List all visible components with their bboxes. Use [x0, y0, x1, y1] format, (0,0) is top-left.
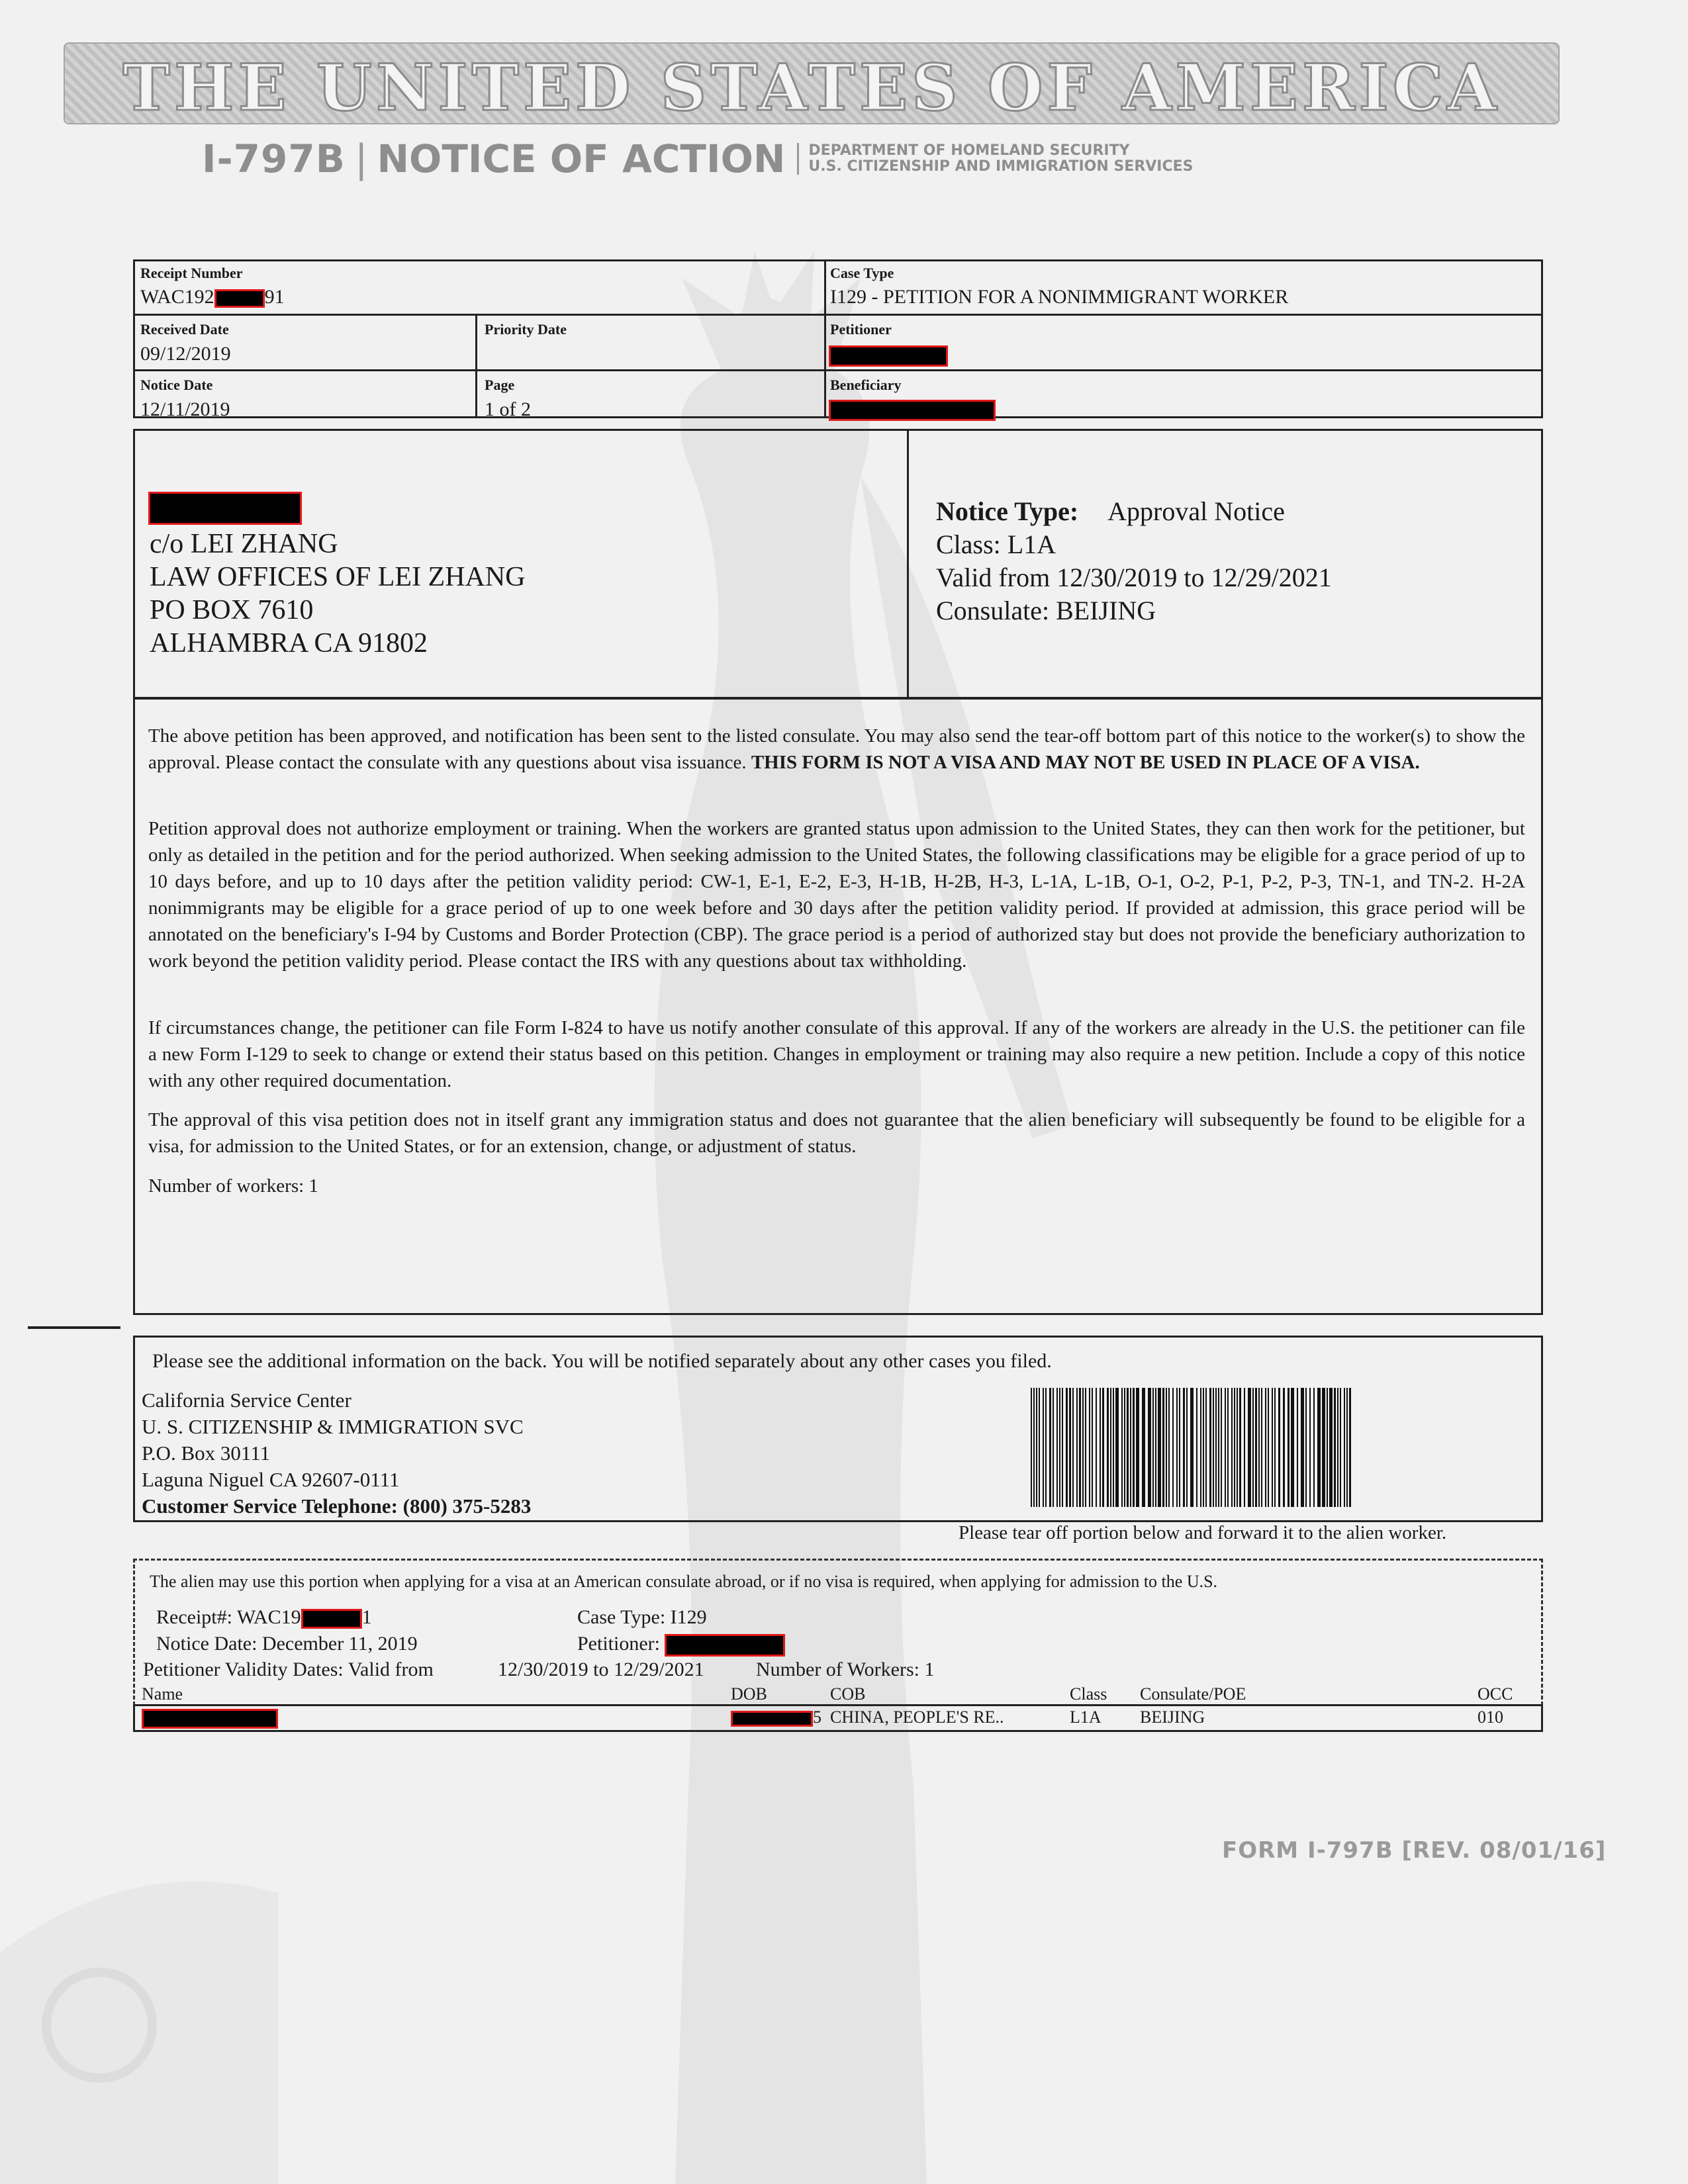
barcode-bar [1261, 1388, 1262, 1507]
barcode-bar [1255, 1388, 1257, 1507]
barcode-bar [1082, 1388, 1084, 1507]
form-code: I-797B [202, 136, 346, 181]
barcode-bar [1168, 1388, 1170, 1507]
col-name: Name [142, 1684, 183, 1704]
address-firm: LAW OFFICES OF LEI ZHANG [150, 562, 526, 592]
col-dob: DOB [731, 1684, 767, 1704]
body-paragraph-4: The approval of this visa petition does not in itself grant any immigration status and does not guarantee that the alien beneficiary will subsequently be found to be eligible for a visa, for admission to the United States, or for an extension, change, or adjustment of status. [148, 1109, 1525, 1157]
barcode-bar [1076, 1388, 1078, 1507]
case-type-label: Case Type [830, 265, 894, 281]
barcode-bar [1190, 1388, 1194, 1507]
body-paragraph-2: Petition approval does not authorize employment or training. When the workers are granted status upon admission to the United States, they can then work for the petitioner, but only as detailed in the petition and for the period authorized. When seeking admission to the United States, the following classifications may be eligible for a grace period of up to 10 days before, and up to 10 days after the petition validity period: CW-1, E-1, E-2, E-3, H-1B, H-2B, H-3, L-1A, L-1B, O-1, O-2, P-1, P-2, P-3, TN-1, and TN-2. H-2A nonimmigrants may be eligible for a grace period of up to one week before and 30 days after the petition validity period. If provided at admission, this grace period will be annotated on the beneficiary's I-94 by Customs and Border Protection (CBP). The grace period is a period of authorized stay but does not provide the beneficiary authorization to work beyond the petition validity period. Please contact the IRS with any questions about tax withholding. [148, 818, 1525, 972]
received-date: 09/12/2019 [140, 343, 231, 365]
barcode-bar [1133, 1388, 1135, 1507]
barcode-bar [1327, 1388, 1328, 1507]
barcode-bar [1231, 1388, 1233, 1507]
barcode-bar [1045, 1388, 1047, 1507]
redaction-bar [665, 1634, 785, 1657]
barcode-bar [1053, 1388, 1054, 1507]
page-label: Page [485, 377, 515, 393]
barcode-bar [1234, 1388, 1235, 1507]
barcode-bar [1113, 1388, 1114, 1507]
barcode-bar [1049, 1388, 1051, 1507]
barcode-bar [1059, 1388, 1060, 1507]
tearoff-petitioner-label: Petitioner: [577, 1633, 660, 1655]
tearoff-workers: Number of Workers: 1 [756, 1659, 935, 1680]
service-agency: U. S. CITIZENSHIP & IMMIGRATION SVC [142, 1415, 524, 1438]
barcode-bar [1089, 1388, 1090, 1507]
barcode-bar [1102, 1388, 1104, 1507]
tearoff-validity-dates: 12/30/2019 to 12/29/2021 [498, 1659, 704, 1680]
workers-count: Number of workers: 1 [148, 1175, 318, 1197]
barcode-bar [1237, 1388, 1238, 1507]
service-center: California Service Center [142, 1388, 352, 1412]
barcode-bar [1340, 1388, 1341, 1507]
barcode-bar [1183, 1388, 1185, 1507]
barcode-bar [1162, 1388, 1164, 1507]
barcode-bar [1036, 1388, 1037, 1507]
barcode-bar [1278, 1388, 1280, 1507]
barcode-bar [1152, 1388, 1154, 1507]
barcode-bar [1166, 1388, 1167, 1507]
barcode-bar [1225, 1388, 1226, 1507]
beneficiary-redaction [829, 400, 996, 421]
barcode-bar [1213, 1388, 1214, 1507]
class-value: L1A [1070, 1707, 1102, 1727]
barcode-bar [1148, 1388, 1151, 1507]
col-occ: OCC [1477, 1684, 1513, 1704]
received-date-label: Received Date [140, 321, 229, 338]
fields-table [133, 259, 1543, 418]
barcode-bar [1155, 1388, 1156, 1507]
barcode-bar [1313, 1388, 1315, 1507]
table-divider [824, 259, 826, 418]
dept-block [797, 143, 1193, 175]
notice-date-label: Notice Date [140, 377, 213, 393]
notice-date: 12/11/2019 [140, 398, 230, 420]
redaction-bar [731, 1711, 813, 1727]
dept-line-1: DEPARTMENT OF HOMELAND SECURITY [808, 142, 1130, 159]
barcode-bar [1258, 1388, 1260, 1507]
dob-value [731, 1707, 821, 1727]
service-phone: Customer Service Telephone: (800) 375-5283 [142, 1494, 532, 1518]
barcode-bar [1272, 1388, 1273, 1507]
barcode-bar [1085, 1388, 1086, 1507]
dob-suffix: 5 [813, 1707, 821, 1727]
barcode-bar [1062, 1388, 1063, 1507]
petitioner-label: Petitioner [830, 321, 892, 338]
barcode-bar [1043, 1388, 1044, 1507]
barcode-bar [1203, 1388, 1204, 1507]
barcode-bar [1349, 1388, 1351, 1507]
name-redaction [142, 1709, 278, 1729]
service-po: P.O. Box 30111 [142, 1441, 271, 1465]
barcode-bar [1176, 1388, 1178, 1507]
barcode-bar [1344, 1388, 1345, 1507]
tearoff-receipt-suffix: 1 [361, 1606, 372, 1628]
barcode-bar [1107, 1388, 1109, 1507]
receipt-label: Receipt Number [140, 265, 243, 281]
notice-class: Class: L1A [936, 529, 1056, 559]
receipt-number [140, 286, 285, 308]
fold-marker [28, 1326, 120, 1329]
barcode-bar [1172, 1388, 1174, 1507]
banner-text: THE UNITED STATES OF AMERICA [122, 50, 1501, 125]
barcode-bar [1033, 1388, 1035, 1507]
barcode-bar [1252, 1388, 1254, 1507]
notice-title: NOTICE OF ACTION [377, 136, 786, 181]
barcode-bar [1056, 1388, 1058, 1507]
case-type: I129 - PETITION FOR A NONIMMIGRANT WORKER [830, 286, 1289, 308]
barcode-bar [1218, 1388, 1219, 1507]
redaction-bar [214, 289, 265, 308]
barcode-bar [1297, 1388, 1298, 1507]
barcode-bar [1142, 1388, 1145, 1507]
consulate-value: BEIJING [1140, 1707, 1205, 1727]
barcode-bar [1158, 1388, 1161, 1507]
body-paragraph-1 [148, 723, 1525, 776]
barcode-bar [1215, 1388, 1217, 1507]
barcode-bar [1096, 1388, 1097, 1507]
body-paragraph-3: If circumstances change, the petitioner can file Form I-824 to have us notify another consulate of this approval. If any of the workers are already in the U.S. the petitioner can file a new Form I-129 to seek to change or extend their status based on this petition. Changes in employment or training may also require a new petition. Include a copy of this notice with any other required documentation. [148, 1017, 1525, 1091]
barcode-bar [1124, 1388, 1125, 1507]
tearoff-notice-date: Notice Date: December 11, 2019 [156, 1633, 418, 1655]
address-divider [907, 429, 909, 699]
tear-line [133, 1559, 1543, 1563]
barcode-bar [1196, 1388, 1197, 1507]
tearoff-receipt-prefix: Receipt#: WAC19 [156, 1606, 301, 1628]
body-box [133, 698, 1543, 1315]
barcode-bar [1309, 1388, 1311, 1507]
barcode-bar [1334, 1388, 1336, 1507]
body-p1-warning: THIS FORM IS NOT A VISA AND MAY NOT BE USED IN PLACE OF A VISA. [751, 752, 1420, 773]
tearoff-validity-label: Petitioner Validity Dates: Valid from [143, 1659, 434, 1680]
notice-valid: Valid from 12/30/2019 to 12/29/2021 [936, 563, 1332, 592]
cob-value: CHINA, PEOPLE'S RE.. [830, 1707, 1004, 1727]
beneficiary-label: Beneficiary [830, 377, 902, 393]
notice-type: Approval Notice [1107, 496, 1285, 526]
barcode-bar [1110, 1388, 1111, 1507]
barcode-bar [1092, 1388, 1093, 1507]
tearoff-case-type: Case Type: I129 [577, 1606, 707, 1628]
table-divider [475, 314, 477, 418]
notice-type-label: Notice Type: [936, 496, 1079, 526]
dept-line-2: U.S. CITIZENSHIP AND IMMIGRATION SERVICES [808, 158, 1194, 175]
barcode-bar [1346, 1388, 1348, 1507]
barcode-bar [1127, 1388, 1129, 1507]
barcode-bar [1329, 1388, 1333, 1507]
notice-type-line [936, 495, 1285, 528]
table-rule [133, 314, 1543, 316]
barcode-bar [1079, 1388, 1081, 1507]
barcode-bar [1283, 1388, 1285, 1507]
barcode-bar [1136, 1388, 1139, 1507]
barcode-bar [1239, 1388, 1241, 1507]
barcode-bar [1337, 1388, 1338, 1507]
barcode-bar [1200, 1388, 1201, 1507]
service-city: Laguna Niguel CA 92607-0111 [142, 1468, 400, 1491]
barcode-bar [1121, 1388, 1123, 1507]
tear-off-note: Please tear off portion below and forward it to the alien worker. [959, 1522, 1447, 1543]
priority-date-label: Priority Date [485, 321, 567, 338]
receipt-prefix: WAC192 [140, 286, 214, 308]
recipient-redaction [148, 492, 302, 525]
barcode-bar [1100, 1388, 1101, 1507]
barcode-bar [1317, 1388, 1321, 1507]
barcode-bar [1039, 1388, 1040, 1507]
header-banner [64, 42, 1560, 124]
barcode-bar [1221, 1388, 1222, 1507]
col-class: Class [1070, 1684, 1107, 1704]
barcode-bar [1209, 1388, 1211, 1507]
redaction-bar [301, 1609, 362, 1629]
body-p1-text: The above petition has been approved, and notification has been sent to the listed consulate. You may also send the tear-off bottom part of this notice to the worker(s) to show the approval. Please contact the consulate with any questions about visa issuance. [148, 725, 1525, 773]
barcode-bar [1072, 1388, 1074, 1507]
additional-info: Please see the additional information on the back. You will be notified separately about any other cases you filed. [152, 1350, 1052, 1372]
col-consulate: Consulate/POE [1140, 1684, 1246, 1704]
title-separator: | [354, 136, 368, 181]
barcode [1029, 1388, 1354, 1507]
barcode-bar [1265, 1388, 1266, 1507]
barcode-bar [1227, 1388, 1229, 1507]
barcode-bar [1274, 1388, 1276, 1507]
barcode-bar [1248, 1388, 1251, 1507]
address-co: c/o LEI ZHANG [150, 529, 338, 559]
barcode-bar [1305, 1388, 1307, 1507]
page-number: 1 of 2 [485, 398, 531, 420]
tearoff-petitioner [577, 1633, 785, 1657]
col-cob: COB [830, 1684, 866, 1704]
barcode-bar [1031, 1388, 1032, 1507]
tearoff-receipt [156, 1606, 372, 1629]
address-city: ALHAMBRA CA 91802 [150, 628, 428, 659]
barcode-bar [1186, 1388, 1188, 1507]
tearoff-intro: The alien may use this portion when applying for a visa at an American consulate abroad, or if no visa is required, when applying for admission to the U.S. [150, 1572, 1218, 1591]
barcode-bar [1066, 1388, 1068, 1507]
barcode-bar [1301, 1388, 1304, 1507]
occ-value: 010 [1477, 1707, 1503, 1727]
barcode-bar [1288, 1388, 1289, 1507]
receipt-suffix: 91 [264, 286, 285, 308]
barcode-bar [1179, 1388, 1180, 1507]
notice-consulate: Consulate: BEIJING [936, 596, 1156, 625]
barcode-bar [1291, 1388, 1294, 1507]
barcode-bar [1130, 1388, 1131, 1507]
title-block [202, 136, 1194, 182]
barcode-bar [1244, 1388, 1245, 1507]
form-revision: FORM I-797B [REV. 08/01/16] [1222, 1837, 1607, 1864]
barcode-bar [1205, 1388, 1207, 1507]
barcode-bar [1115, 1388, 1119, 1507]
table-rule [133, 369, 1543, 371]
barcode-bar [1069, 1388, 1071, 1507]
address-po: PO BOX 7610 [150, 595, 314, 625]
petitioner-redaction [829, 345, 948, 367]
barcode-bar [1268, 1388, 1269, 1507]
barcode-bar [1322, 1388, 1325, 1507]
